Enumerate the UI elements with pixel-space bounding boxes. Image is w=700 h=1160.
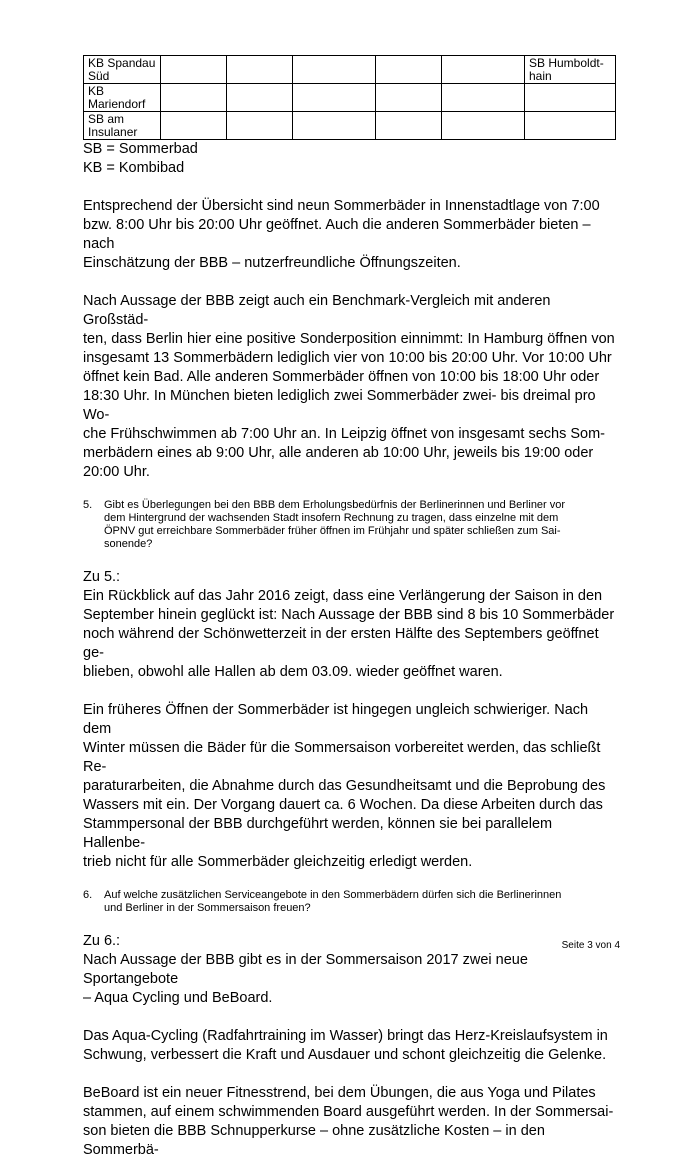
question-5 [83,499,615,551]
table-cell [442,112,525,140]
table-cell [161,56,227,84]
paragraph-benchmark [83,292,615,482]
answer-6-paragraph-3 [83,1084,615,1160]
table-cell [525,112,616,140]
text-line: insgesamt 13 Sommerbädern lediglich vier von 10:00 bis 20:00 Uhr. Vor 10:00 Uhr [83,350,612,366]
text-line: dem Hintergrund der wachsenden Stadt insofern Rechnung zu tragen, dass einzelne mit dem [104,512,559,524]
table-cell [161,84,227,112]
table-cell [525,84,616,112]
text-line: BeBoard ist ein neuer Fitnesstrend, bei dem Übungen, die aus Yoga und Pilates [83,1085,596,1101]
table-cell [293,56,376,84]
text-line: stammen, auf einem schwimmenden Board ausgeführt werden. In der Sommersai- [83,1104,614,1120]
text-line: Das Aqua-Cycling (Radfahrtraining im Wasser) bringt das Herz-Kreislaufsystem in [83,1028,608,1044]
legend-kb: KB = Kombibad [83,160,185,176]
text-line: Wassers mit ein. Der Vorgang dauert ca. 6 Wochen. Da diese Arbeiten durch das [83,797,603,813]
table-cell [442,84,525,112]
text-line: merbädern eines ab 9:00 Uhr, alle anderen ab 10:00 Uhr, jeweils bis 19:00 oder [83,445,594,461]
legend-sb: SB = Sommerbad [83,141,198,157]
text-line: ten, dass Berlin hier eine positive Sonderposition einnimmt: In Hamburg öffnen von [83,331,615,347]
page-number: Seite 3 von 4 [561,940,620,951]
paragraph-overview [83,197,615,273]
question-number: 5. [83,499,93,511]
table-cell: SB am Insulaner [84,112,161,140]
text-line: September hinein geglückt ist: Nach Aussage der BBB sind 8 bis 10 Sommerbäder [83,607,615,623]
text-line: paraturarbeiten, die Abnahme durch das Gesundheitsamt und die Beprobung des [83,778,606,794]
text-line: Winter müssen die Bäder für die Sommersaison vorbereitet werden, das schließt Re- [83,740,601,775]
schedule-table [83,55,616,140]
text-line: Stammpersonal der BBB durchgeführt werden, können sie bei parallelem Hallenbe- [83,816,553,851]
text-line: 20:00 Uhr. [83,464,150,480]
table-row [84,112,616,140]
table-cell [293,84,376,112]
document-page [83,55,615,1160]
question-6 [83,889,615,915]
text-line: bzw. 8:00 Uhr bis 20:00 Uhr geöffnet. Auch die anderen Sommerbäder bieten – nach [83,217,591,252]
text-line: öffnet kein Bad. Alle anderen Sommerbäder öffnen von 10:00 bis 18:00 Uhr oder [83,369,600,385]
table-row [84,56,616,84]
text-line: Ein früheres Öffnen der Sommerbäder ist hingegen ungleich schwieriger. Nach dem [83,702,589,737]
table-cell [442,56,525,84]
question-number: 6. [83,889,93,901]
answer-5-paragraph-1 [83,587,615,682]
text-line: che Frühschwimmen ab 7:00 Uhr an. In Leipzig öffnet von insgesamt sechs Som- [83,426,605,442]
answer-6-heading: Zu 6.: [83,933,121,949]
text-line: Nach Aussage der BBB zeigt auch ein Benchmark-Vergleich mit anderen Großstäd- [83,293,551,328]
text-line: Einschätzung der BBB – nutzerfreundliche Öffnungszeiten. [83,255,461,271]
table-cell: KB Spandau Süd [84,56,161,84]
text-line: Auf welche zusätzlichen Serviceangebote in den Sommerbädern dürfen sich die Berlinerinnen [104,889,562,901]
text-line: und Berliner in der Sommersaison freuen? [104,902,311,914]
text-line: Entsprechend der Übersicht sind neun Sommerbäder in Innenstadtlage von 7:00 [83,198,600,214]
table-cell [227,112,293,140]
table-cell [376,84,442,112]
text-line: Ein Rückblick auf das Jahr 2016 zeigt, dass eine Verlängerung der Saison in den [83,588,603,604]
table-cell [376,56,442,84]
table-cell [227,84,293,112]
answer-5-heading: Zu 5.: [83,569,121,585]
table-row [84,84,616,112]
table-cell [227,56,293,84]
text-line: ÖPNV gut erreichbare Sommerbäder früher öffnen im Frühjahr und später schließen zum Sai- [104,525,561,537]
text-line: sonende? [104,538,153,550]
text-line: Nach Aussage der BBB gibt es in der Sommersaison 2017 zwei neue Sportangebote [83,952,528,987]
answer-5-paragraph-2 [83,701,615,872]
answer-6-paragraph-1 [83,951,615,1008]
table-cell: KB Mariendorf [84,84,161,112]
table-cell: SB Humboldt-hain [525,56,616,84]
table-cell [376,112,442,140]
text-line: blieben, obwohl alle Hallen ab dem 03.09. wieder geöffnet waren. [83,664,503,680]
answer-6-paragraph-2 [83,1027,615,1065]
table-cell [161,112,227,140]
text-line: – Aqua Cycling und BeBoard. [83,990,273,1006]
text-line: Gibt es Überlegungen bei den BBB dem Erholungsbedürfnis der Berlinerinnen und Berliner vor [104,499,566,511]
table-cell [293,112,376,140]
text-line: noch während der Schönwetterzeit in der ersten Hälfte des Septembers geöffnet ge- [83,626,599,661]
text-line: 18:30 Uhr. In München bieten lediglich zwei Sommerbäder zwei- bis dreimal pro Wo- [83,388,596,423]
text-line: trieb nicht für alle Sommerbäder gleichzeitig erledigt werden. [83,854,473,870]
text-line: Schwung, verbessert die Kraft und Ausdauer und schont gleichzeitig die Gelenke. [83,1047,607,1063]
text-line: son bieten die BBB Schnupperkurse – ohne zusätzliche Kosten – in den Sommerbä- [83,1123,545,1158]
legend [83,140,615,178]
